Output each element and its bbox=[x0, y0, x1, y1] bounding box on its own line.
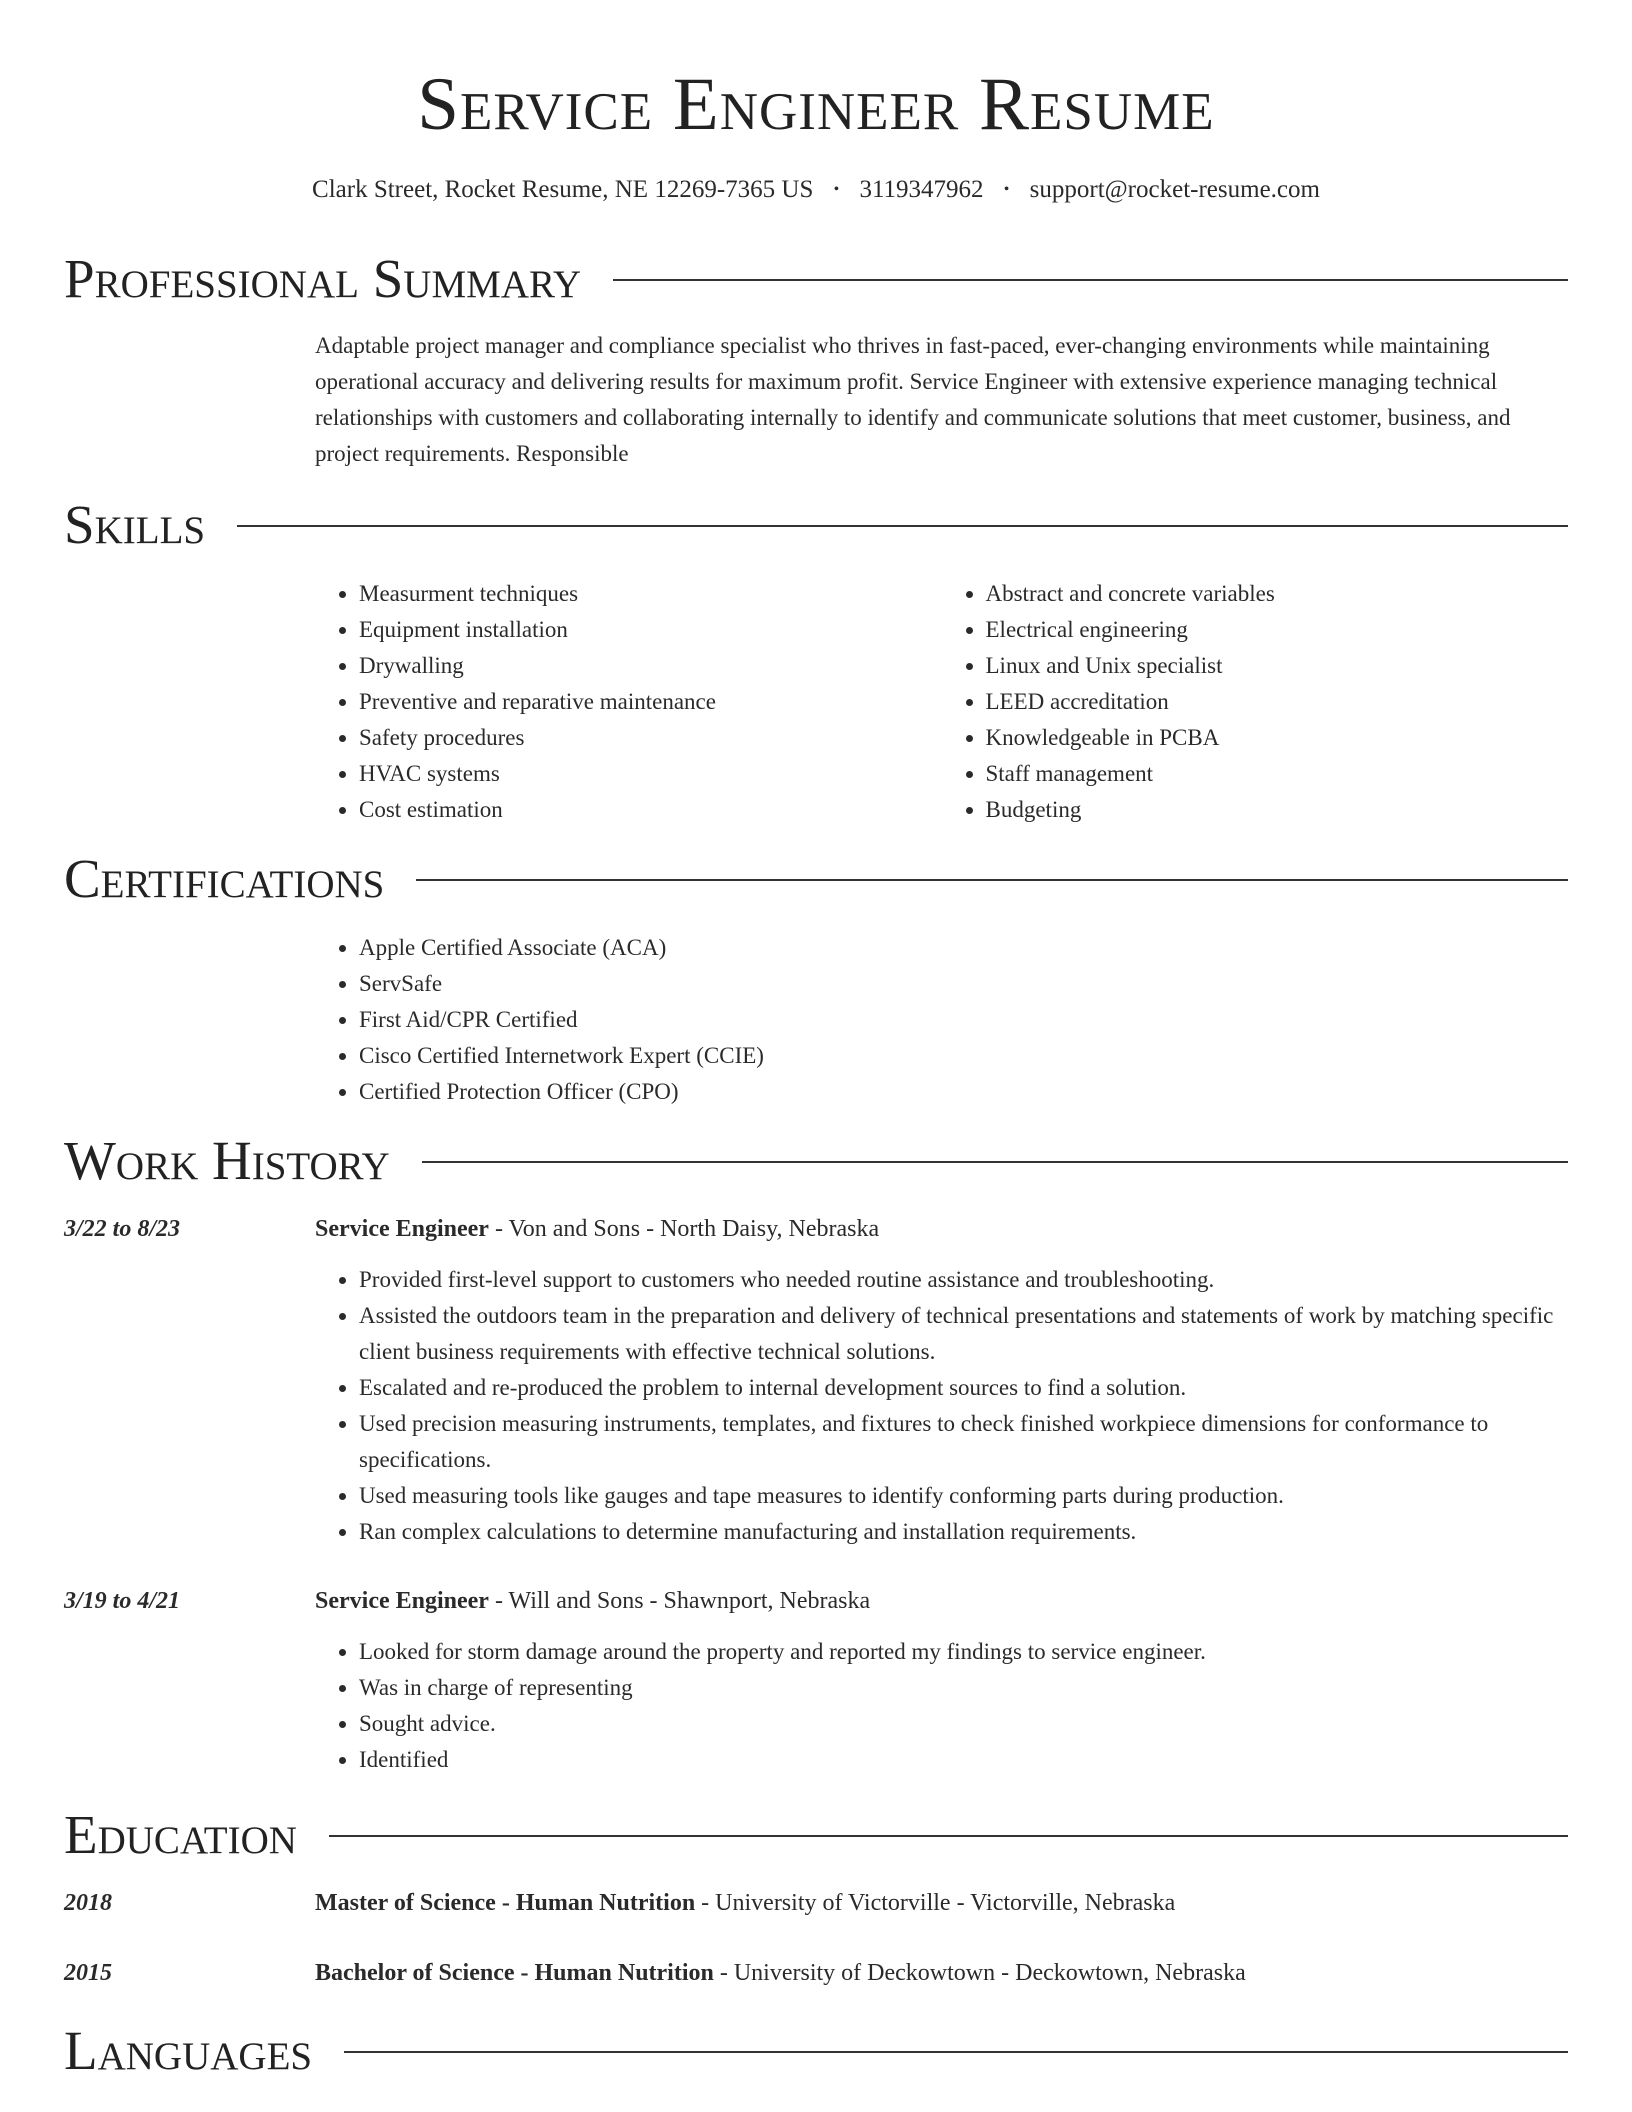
certification-item: • Cisco Certified Internetwork Expert (CCIE) bbox=[359, 1038, 1568, 1074]
section-divider bbox=[344, 2051, 1568, 2053]
certifications-header bbox=[64, 848, 1568, 910]
skill-item: • Safety procedures bbox=[359, 720, 942, 756]
skills-section bbox=[64, 494, 1568, 828]
job-header bbox=[64, 1212, 1568, 1246]
certifications-heading: Certifications bbox=[64, 848, 385, 909]
work-history-header bbox=[64, 1130, 1568, 1192]
contact-separator: • bbox=[833, 181, 840, 198]
summary-text: Adaptable project manager and compliance specialist who thrives in fast-paced, ever-changing environments while maintaining operational accuracy and delivering results for maximum profit. Service Engineer with extensive experience managing technical relationships with customers and collaborating internally to identify and communicate solutions that meet customer, business, and project requirements. Responsible bbox=[315, 333, 1511, 466]
section-divider bbox=[416, 879, 1568, 881]
job-entry bbox=[64, 1584, 1568, 1778]
job-employer: - Von and Sons - North Daisy, Nebraska bbox=[488, 1216, 880, 1242]
education-year: 2015 bbox=[64, 1960, 112, 1986]
certification-item: • First Aid/CPR Certified bbox=[359, 1002, 1568, 1038]
job-dates: 3/19 to 4/21 bbox=[64, 1588, 181, 1614]
certifications-section bbox=[64, 848, 1568, 1110]
education-degree: Bachelor of Science - Human Nutrition bbox=[315, 1960, 714, 1986]
work-history-heading: Work History bbox=[64, 1130, 390, 1191]
skill-item: • Electrical engineering bbox=[986, 612, 1569, 648]
skills-columns bbox=[315, 576, 1568, 828]
skills-list-left bbox=[315, 576, 942, 828]
certification-item: • Apple Certified Associate (ACA) bbox=[359, 930, 1568, 966]
education-school: - University of Deckowtown - Deckowtown, Nebraska bbox=[713, 1960, 1246, 1986]
contact-separator: • bbox=[1003, 181, 1010, 198]
job-heading bbox=[315, 1584, 870, 1618]
job-bullet: • Provided first-level support to customers who needed routine assistance and troubleshooting. bbox=[359, 1262, 1568, 1298]
job-bullet: • Identified bbox=[359, 1742, 1568, 1778]
contact-address: Clark Street, Rocket Resume, NE 12269-7365 US bbox=[312, 176, 814, 203]
job-bullets bbox=[315, 1262, 1568, 1550]
skill-item: • Drywalling bbox=[359, 648, 942, 684]
skill-item: • HVAC systems bbox=[359, 756, 942, 792]
skill-item: • Knowledgeable in PCBA bbox=[986, 720, 1569, 756]
job-bullet: • Used precision measuring instruments, templates, and fixtures to check finished workpiece dimensions for conformance to specifications. bbox=[359, 1406, 1568, 1478]
education-year: 2018 bbox=[64, 1890, 112, 1916]
skill-item: • Linux and Unix specialist bbox=[986, 648, 1569, 684]
job-bullet: • Sought advice. bbox=[359, 1706, 1568, 1742]
job-dates: 3/22 to 8/23 bbox=[64, 1216, 181, 1242]
education-degree: Master of Science - Human Nutrition bbox=[315, 1890, 696, 1916]
skills-list-right bbox=[942, 576, 1569, 828]
certification-item: • Certified Protection Officer (CPO) bbox=[359, 1074, 1568, 1110]
skills-heading: Skills bbox=[64, 494, 206, 555]
job-title: Service Engineer bbox=[315, 1588, 489, 1614]
certifications-list bbox=[315, 930, 1568, 1110]
skill-item: • LEED accreditation bbox=[986, 684, 1569, 720]
job-bullet: • Ran complex calculations to determine manufacturing and installation requirements. bbox=[359, 1514, 1568, 1550]
education-entry bbox=[64, 1886, 1568, 1920]
section-divider bbox=[329, 1835, 1568, 1837]
languages-header bbox=[64, 2020, 1568, 2082]
contact-phone: 3119347962 bbox=[859, 176, 984, 203]
languages-section bbox=[64, 2020, 1568, 2082]
skill-item: • Cost estimation bbox=[359, 792, 942, 828]
summary-header bbox=[64, 248, 1568, 310]
skill-item: • Abstract and concrete variables bbox=[986, 576, 1569, 612]
education-section bbox=[64, 1804, 1568, 1990]
job-title: Service Engineer bbox=[315, 1216, 489, 1242]
skill-item: • Measurment techniques bbox=[359, 576, 942, 612]
job-bullet: • Assisted the outdoors team in the preparation and delivery of technical presentations and statements of work by matching specific client business requirements with effective technical solutions. bbox=[359, 1298, 1568, 1370]
job-heading bbox=[315, 1212, 879, 1246]
skill-item: • Equipment installation bbox=[359, 612, 942, 648]
section-divider bbox=[237, 525, 1568, 527]
contact-line bbox=[64, 174, 1568, 206]
job-header bbox=[64, 1584, 1568, 1618]
job-bullets bbox=[315, 1634, 1568, 1778]
skill-item: • Staff management bbox=[986, 756, 1569, 792]
skill-item: • Budgeting bbox=[986, 792, 1569, 828]
job-bullet: • Looked for storm damage around the property and reported my findings to service engineer. bbox=[359, 1634, 1568, 1670]
section-divider bbox=[422, 1161, 1568, 1163]
education-header bbox=[64, 1804, 1568, 1866]
skills-header bbox=[64, 494, 1568, 556]
job-employer: - Will and Sons - Shawnport, Nebraska bbox=[488, 1588, 871, 1614]
skill-item: • Preventive and reparative maintenance bbox=[359, 684, 942, 720]
education-details bbox=[315, 1886, 1175, 1920]
job-bullet: • Was in charge of representing bbox=[359, 1670, 1568, 1706]
certification-item: • ServSafe bbox=[359, 966, 1568, 1002]
education-entry bbox=[64, 1956, 1568, 1990]
contact-email: support@rocket-resume.com bbox=[1029, 176, 1320, 203]
education-heading: Education bbox=[64, 1804, 297, 1865]
work-history-section bbox=[64, 1130, 1568, 1778]
resume-title: Service Engineer Resume bbox=[417, 63, 1215, 146]
languages-heading: Languages bbox=[64, 2020, 313, 2081]
job-bullet: • Used measuring tools like gauges and tape measures to identify conforming parts during production. bbox=[359, 1478, 1568, 1514]
summary-section bbox=[64, 248, 1568, 472]
job-entry bbox=[64, 1212, 1568, 1550]
education-school: - University of Victorville - Victorville, Nebraska bbox=[695, 1890, 1176, 1916]
job-bullet: • Escalated and re-produced the problem to internal development sources to find a solution. bbox=[359, 1370, 1568, 1406]
education-details bbox=[315, 1956, 1246, 1990]
summary-heading: Professional Summary bbox=[64, 248, 582, 309]
section-divider bbox=[613, 279, 1568, 281]
